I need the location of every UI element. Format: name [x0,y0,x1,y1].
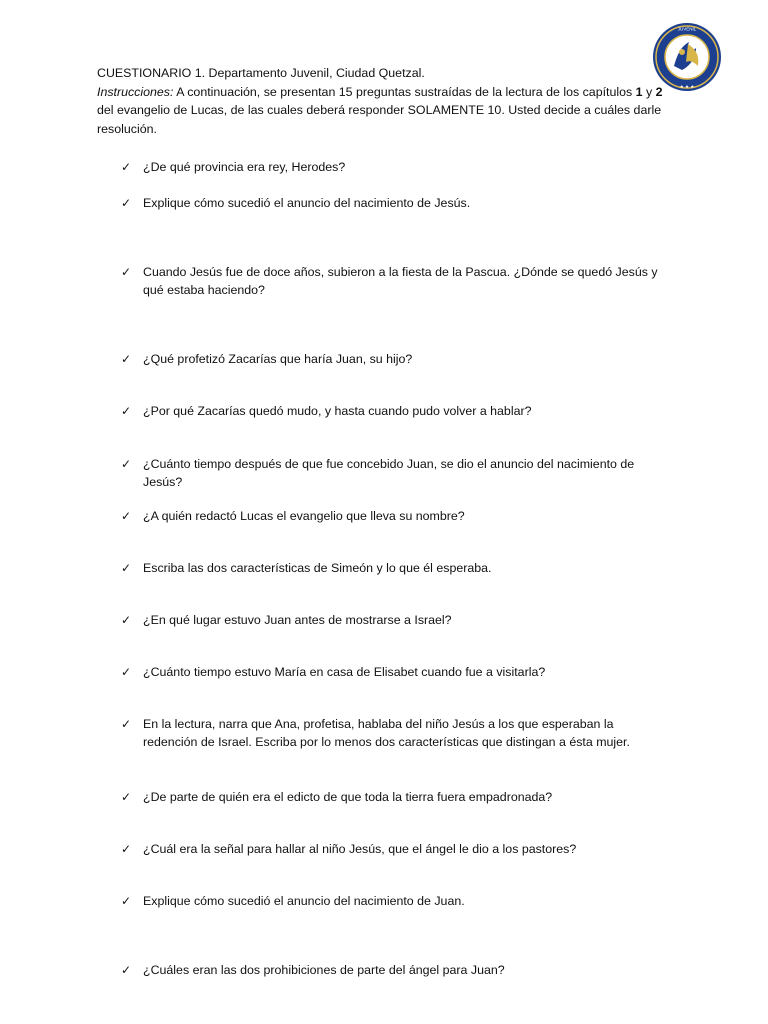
checkmark-icon: ✓ [121,894,132,908]
checkmark-icon: ✓ [121,613,132,627]
instructions-text-2: y [642,84,656,99]
question-text: Explique cómo sucedió el anuncio del nacimiento de Jesús. [143,196,471,210]
checkmark-icon: ✓ [121,265,132,279]
question-item [121,559,661,577]
question-item [121,788,661,806]
question-item [121,663,661,681]
checkmark-icon: ✓ [121,665,132,679]
question-text: ¿Cuál era la señal para hallar al niño Jesús, que el ángel le dio a los pastores? [143,842,577,856]
svg-text:★ ★ ★: ★ ★ ★ [679,84,695,89]
question-text: ¿Por qué Zacarías quedó mudo, y hasta cuando pudo volver a hablar? [143,404,532,418]
question-text: ¿Cuáles eran las dos prohibiciones de parte del ángel para Juan? [143,963,505,977]
question-text: ¿En qué lugar estuvo Juan antes de mostrarse a Israel? [143,613,452,627]
question-text: En la lectura, narra que Ana, profetisa, hablaba del niño Jesús a los que esperaban la redención de Israel. Escriba por lo menos dos características que distingan a ésta mujer. [143,717,630,750]
checkmark-icon: ✓ [121,790,132,804]
instructions-text-3: del evangelio de Lucas, de las cuales deberá responder SOLAMENTE 10. Usted decide a cuáles darle resolución. [97,103,662,136]
question-item [121,455,661,492]
question-text: Cuando Jesús fue de doce años, subieron a la fiesta de la Pascua. ¿Dónde se quedó Jesús y qué estaba haciendo? [143,265,658,298]
question-item [121,715,661,752]
instructions-label: Instrucciones: [97,84,174,99]
checkmark-icon: ✓ [121,842,132,856]
question-item [121,961,661,979]
question-item [121,507,661,525]
question-text: ¿Cuánto tiempo estuvo María en casa de Elisabet cuando fue a visitarla? [143,665,546,679]
checkmark-icon: ✓ [121,509,132,523]
document-title: CUESTIONARIO 1. Departamento Juvenil, Ciudad Quetzal. [97,66,425,80]
checkmark-icon: ✓ [121,717,132,731]
question-item [121,611,661,629]
instructions-text-1: A continuación, se presentan 15 preguntas sustraídas de la lectura de los capítulos [173,84,636,99]
question-item [121,402,661,420]
question-text: ¿De parte de quién era el edicto de que toda la tierra fuera empadronada? [143,790,553,804]
question-item [121,194,661,212]
question-text: Escriba las dos características de Simeón y lo que él esperaba. [143,561,492,575]
instructions-paragraph [97,85,663,136]
question-text: ¿Cuánto tiempo después de que fue concebido Juan, se dio el anuncio del nacimiento de Jesús? [143,457,635,490]
question-item [121,350,661,368]
questionnaire-header [97,64,667,138]
question-text: ¿De qué provincia era rey, Herodes? [143,160,346,174]
checkmark-icon: ✓ [121,196,132,210]
question-item [121,158,661,176]
question-text: Explique cómo sucedió el anuncio del nacimiento de Juan. [143,894,465,908]
chapter-two: 2 [655,84,663,99]
chapter-one: 1 [635,84,643,99]
question-text: ¿A quién redactó Lucas el evangelio que lleva su nombre? [143,509,465,523]
question-text: ¿Qué profetizó Zacarías que haría Juan, su hijo? [143,352,413,366]
checkmark-icon: ✓ [121,561,132,575]
checkmark-icon: ✓ [121,160,132,174]
question-item [121,892,661,910]
svg-text:JUVENIL: JUVENIL [677,26,697,32]
question-item [121,840,661,858]
question-item [121,263,661,300]
checkmark-icon: ✓ [121,963,132,977]
checkmark-icon: ✓ [121,457,132,471]
checkmark-icon: ✓ [121,352,132,366]
checkmark-icon: ✓ [121,404,132,418]
